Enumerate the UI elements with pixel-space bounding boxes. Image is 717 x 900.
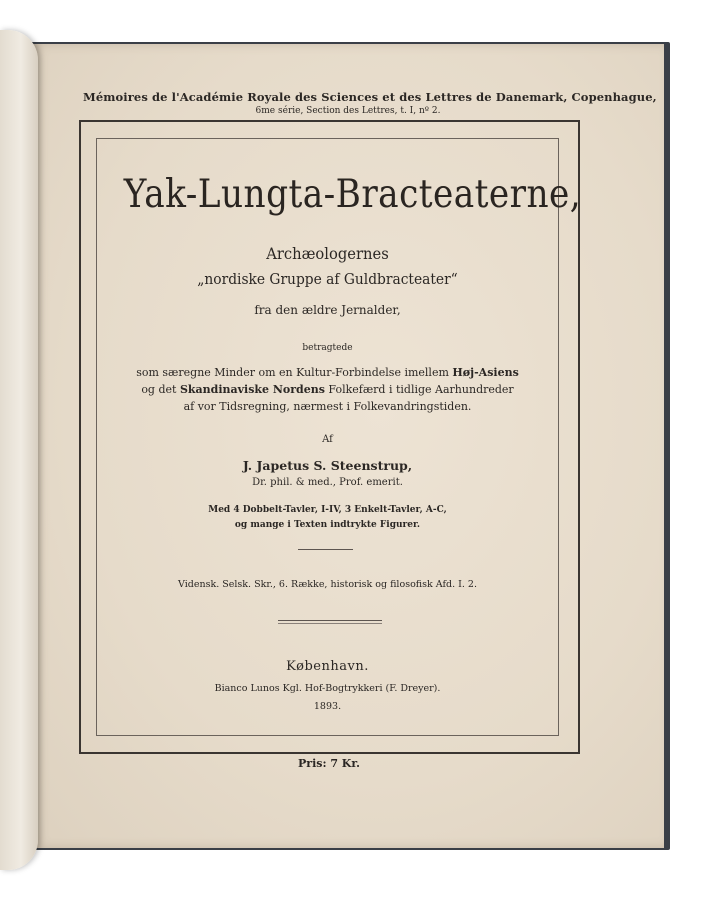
plates-line-2: og mange i Texten indtrykte Figurer.	[234, 520, 421, 530]
author-credentials: Dr. phil. & med., Prof. emerit.	[252, 477, 403, 488]
description-emphasis: Skandinaviske Nordens	[179, 383, 325, 396]
long-divider-second	[278, 623, 382, 624]
short-divider	[298, 549, 353, 550]
book-title: Yak-Lungta-Bracteaterne,	[123, 172, 582, 217]
subtitle-line-2: „nordiske Gruppe af Guldbracteater“	[197, 270, 458, 288]
series-heading: Mémoires de l'Académie Royale des Sciences et des Lettres de Danemark, Copenhague,	[83, 90, 657, 104]
plates-line-1: Med 4 Dobbelt-Tavler, I-IV, 3 Enkelt-Tavler, A-C,	[208, 505, 447, 515]
series-citation: Vidensk. Selsk. Skr., 6. Række, historisk og filosofisk Afd. I. 2.	[178, 579, 477, 590]
by-label: Af	[322, 434, 333, 445]
imprint-year: 1893.	[313, 701, 342, 712]
author-name: J. Japetus S. Steenstrup,	[242, 458, 413, 473]
price-label: Pris: 7 Kr.	[298, 757, 360, 770]
description-line-1	[96, 366, 559, 379]
description-text: Folkefærd i tidlige Aarhundreder	[324, 383, 514, 396]
imprint-city: København.	[286, 659, 369, 674]
description-text: som særegne Minder om en Kultur-Forbindelse imellem	[136, 366, 453, 379]
description-text: og det	[141, 383, 180, 396]
description-line-3: af vor Tidsregning, nærmest i Folkevandringstiden.	[183, 400, 472, 413]
subtitle-line-1: Archæologernes	[266, 244, 389, 263]
description-emphasis: Høj-Asiens	[452, 366, 519, 379]
subtitle-line-3: fra den ældre Jernalder,	[254, 303, 401, 317]
description-line-2	[96, 383, 559, 396]
curled-leaf	[0, 30, 38, 870]
long-divider	[278, 620, 382, 621]
series-subheading: 6me série, Section des Lettres, t. I, nº 2.	[255, 106, 441, 116]
considered-label: betragtede	[302, 343, 353, 353]
imprint-printer: Bianco Lunos Kgl. Hof-Bogtrykkeri (F. Dreyer).	[214, 683, 441, 694]
